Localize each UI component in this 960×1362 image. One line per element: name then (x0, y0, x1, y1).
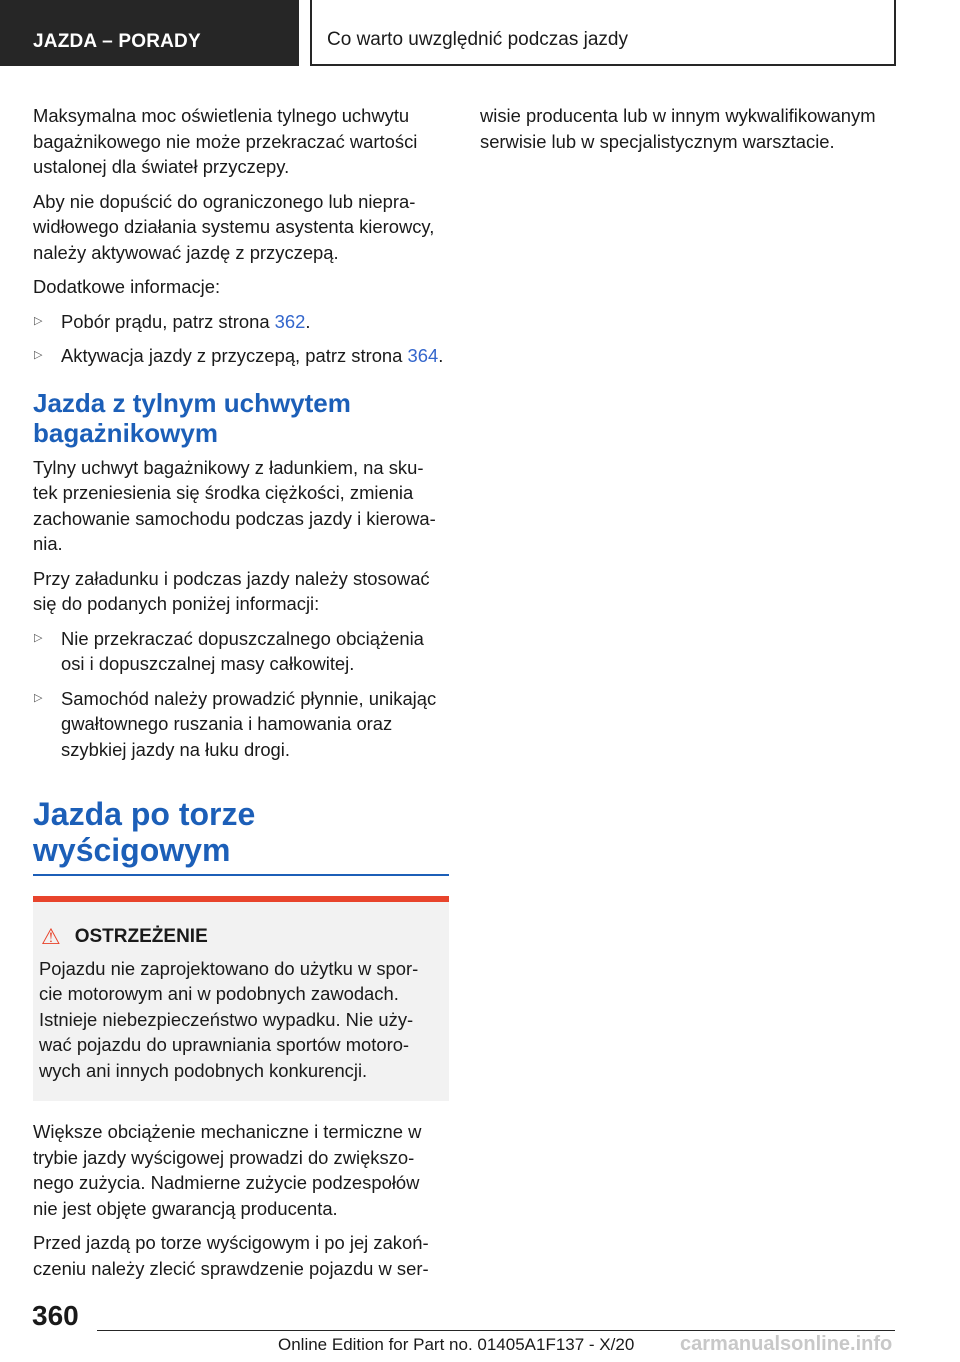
page-number: 360 (32, 1300, 79, 1331)
paragraph: Tylny uchwyt bagażnikowy z ładunkiem, na sku- tek przeniesienia się środka ciężkości, zmienia zachowanie samochodu podczas jazdy i kierowa- nia. (33, 456, 436, 554)
triangle-bullet-icon: ▷ (34, 631, 43, 644)
chapter-title: Co warto uwzględnić podczas jazdy (310, 0, 896, 66)
page-link-364[interactable]: 364 (407, 345, 439, 366)
list-item-text: Samochód należy prowadzić płynnie, unikając gwałtownego ruszania i hamowania oraz szybkiej jazdy na łuku drogi. (61, 687, 437, 760)
page-header (0, 0, 960, 66)
right-column (480, 103, 896, 163)
footer-edition: Online Edition for Part no. 01405A1F137 - X/20 (278, 1335, 635, 1354)
paragraph: Przy załadunku i podczas jazdy należy stosować się do podanych poniżej informacji: (33, 567, 430, 614)
paragraph: Większe obciążenie mechaniczne i termiczne w trybie jazdy wyścigowej prowadzi do zwiększo- nego zużycia. Nadmierne zużycie podzespołów nie jest objęte gwarancją producenta. (33, 1121, 422, 1219)
paragraph: Aby nie dopuścić do ograniczonego lub niepra- widłowego działania systemu asystenta kierowcy, należy aktywować jazdę z przyczepą. (33, 190, 435, 263)
paragraph: Maksymalna moc oświetlenia tylnego uchwytu bagażnikowego nie może przekraczać wartości ustalonej dla świateł przyczepy. (33, 105, 418, 177)
warning-text: Pojazdu nie zaprojektowano do użytku w spor- cie motorowym ani w podobnych zawodach. Istnieje niebezpieczeństwo wypadku. Nie uży- wać pojazdu do uprawniania sportów motoro- wych ani innych podobnych konkurencji. (39, 957, 419, 1081)
list-item-text: Pobór prądu, patrz strona (61, 310, 275, 332)
warning-box (33, 896, 449, 1101)
left-column (33, 103, 449, 1290)
paragraph: wisie producenta lub w innym wykwalifikowanym serwisie lub w specjalistycznym warsztacie. (480, 105, 876, 152)
list-item (33, 309, 449, 335)
list-item (33, 686, 449, 763)
list-item (33, 343, 449, 369)
list-item-end: . (305, 310, 311, 332)
watermark: carmanualsonline.info (680, 1333, 893, 1355)
triangle-bullet-icon: ▷ (34, 349, 43, 361)
footer-divider (97, 1330, 895, 1331)
triangle-bullet-icon: ▷ (34, 314, 43, 327)
list-item (33, 626, 449, 677)
list-item-text: Aktywacja jazdy z przyczepą, patrz strona (61, 345, 408, 366)
warning-title (39, 924, 441, 950)
paragraph: Dodatkowe informacje: (33, 276, 221, 297)
paragraph: Przed jazdą po torze wyścigowym i po jej zakoń- czeniu należy zlecić sprawdzenie pojazdu w ser- (33, 1232, 429, 1279)
warning-triangle-icon: ⚠ (41, 924, 61, 949)
subheading-rack: Jazda z tylnym uchwytem bagażnikowym (33, 387, 351, 448)
section-tab: JAZDA – PORADY (0, 0, 299, 66)
list-item-end: . (438, 345, 444, 366)
list-item-text: Nie przekraczać dopuszczalnego obciążenia osi i dopuszczalnej masy całkowitej. (61, 627, 424, 674)
page-link-362[interactable]: 362 (274, 310, 306, 332)
triangle-bullet-icon: ▷ (34, 691, 43, 704)
warning-title-text: OSTRZEŻENIE (74, 926, 208, 947)
heading-race-track: Jazda po torze wyścigowym (33, 796, 449, 876)
